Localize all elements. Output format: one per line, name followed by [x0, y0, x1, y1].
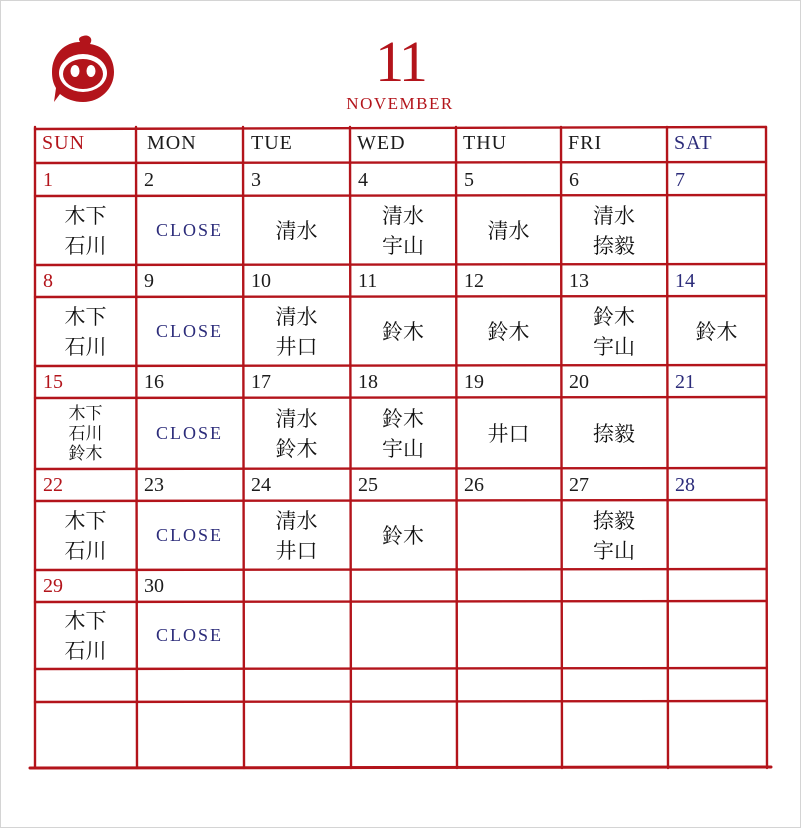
- day-cell: [35, 602, 136, 669]
- day-cell: [243, 398, 350, 469]
- day-cell: [136, 602, 243, 669]
- staff-name: 捺毅: [593, 421, 635, 446]
- staff-name: 鈴木: [68, 443, 103, 464]
- staff-name: 鈴木: [382, 406, 424, 431]
- weekday-wed: WED: [357, 132, 406, 154]
- day-number: 24: [251, 474, 271, 496]
- month-number: 11: [375, 29, 425, 94]
- day-cell: [243, 297, 350, 366]
- day-number: 12: [464, 270, 484, 292]
- staff-name: 鈴木: [275, 436, 318, 461]
- day-number: 29: [43, 575, 63, 597]
- day-number: 14: [675, 270, 695, 292]
- day-cell: [350, 501, 456, 570]
- day-number: 28: [675, 474, 695, 496]
- day-cell: [35, 196, 136, 265]
- staff-name: 捺毅: [593, 508, 635, 533]
- closed-label: CLOSE: [155, 220, 223, 240]
- staff-name: 清水: [487, 218, 530, 243]
- staff-name: 石川: [64, 538, 107, 563]
- day-cell: [243, 196, 350, 265]
- staff-name: 宇山: [382, 436, 424, 461]
- staff-name: 木下: [68, 403, 103, 424]
- day-cell: [136, 297, 243, 366]
- day-cell: [243, 501, 350, 570]
- staff-name: 清水: [593, 203, 635, 228]
- closed-label: CLOSE: [155, 525, 223, 545]
- day-number: 6: [569, 169, 579, 191]
- staff-name: 清水: [275, 508, 318, 533]
- staff-name: 井口: [275, 334, 318, 359]
- staff-name: 宇山: [593, 538, 635, 563]
- weekday-sat: SAT: [674, 132, 713, 154]
- day-cell: [667, 602, 766, 669]
- staff-name: 宇山: [593, 334, 635, 359]
- day-cell: [667, 398, 766, 469]
- day-cell: [561, 602, 667, 669]
- staff-name: 木下: [64, 203, 107, 228]
- staff-name: 鈴木: [695, 319, 738, 344]
- day-number: 7: [675, 169, 685, 191]
- day-number: 8: [43, 270, 53, 292]
- closed-label: CLOSE: [155, 625, 223, 645]
- staff-name: 宇山: [382, 233, 424, 258]
- staff-name: 清水: [382, 203, 424, 228]
- day-number: 13: [569, 270, 589, 292]
- day-number: 30: [144, 575, 164, 597]
- day-number: 4: [358, 169, 368, 191]
- staff-name: 木下: [64, 304, 107, 329]
- day-cell: [667, 196, 766, 265]
- day-cell: [136, 398, 243, 469]
- staff-name: 井口: [487, 421, 530, 446]
- day-number: 22: [43, 474, 63, 496]
- day-number: 15: [43, 371, 63, 393]
- day-cell: [561, 398, 667, 469]
- day-cell: [136, 501, 243, 570]
- day-number: 25: [358, 474, 378, 496]
- day-cell: [456, 196, 561, 265]
- day-cell: [136, 196, 243, 265]
- staff-name: 鈴木: [382, 319, 424, 344]
- staff-name: 石川: [64, 638, 107, 663]
- day-cell: [35, 297, 136, 366]
- day-cell: [667, 501, 766, 570]
- day-number: 9: [144, 270, 154, 292]
- day-cell: [561, 501, 667, 570]
- staff-name: 石川: [64, 334, 107, 359]
- weekday-fri: FRI: [568, 132, 603, 154]
- day-number: 2: [144, 169, 154, 191]
- staff-name: 鈴木: [593, 304, 635, 329]
- staff-name: 捺毅: [593, 233, 635, 258]
- day-number: 1: [43, 169, 53, 191]
- closed-label: CLOSE: [155, 321, 223, 341]
- day-cell: [35, 398, 136, 469]
- weekday-tue: TUE: [251, 132, 293, 154]
- staff-name: 清水: [275, 406, 318, 431]
- weekday-sun: SUN: [42, 132, 86, 154]
- day-number: 26: [464, 474, 484, 496]
- day-number: 17: [251, 371, 271, 393]
- day-number: 10: [251, 270, 271, 292]
- day-cell: [667, 297, 766, 366]
- staff-name: 木下: [64, 508, 107, 533]
- month-name: NOVEMBER: [346, 94, 454, 113]
- day-number: 21: [675, 371, 695, 393]
- day-cell: [35, 501, 136, 570]
- staff-name: 石川: [68, 423, 103, 444]
- day-cell: [456, 398, 561, 469]
- weekday-thu: THU: [463, 132, 508, 154]
- weekday-mon: MON: [147, 132, 197, 154]
- closed-label: CLOSE: [155, 423, 223, 443]
- day-cell: [561, 297, 667, 366]
- day-number: 19: [464, 371, 484, 393]
- day-number: 18: [358, 371, 378, 393]
- day-cell: [350, 297, 456, 366]
- day-cell: [456, 501, 561, 570]
- staff-name: 鈴木: [382, 523, 424, 548]
- day-number: 11: [358, 270, 378, 292]
- staff-name: 清水: [275, 218, 318, 243]
- day-cell: [456, 297, 561, 366]
- day-number: 23: [144, 474, 164, 496]
- staff-name: 清水: [275, 304, 318, 329]
- day-number: 20: [569, 371, 589, 393]
- day-cell: [456, 602, 561, 669]
- day-number: 5: [464, 169, 474, 191]
- day-number: 16: [144, 371, 164, 393]
- staff-name: 鈴木: [487, 319, 530, 344]
- staff-name: 石川: [64, 233, 107, 258]
- day-number: 3: [251, 169, 261, 191]
- staff-name: 木下: [64, 608, 107, 633]
- day-cell: [350, 398, 456, 469]
- day-cell: [243, 602, 350, 669]
- day-cell: [350, 196, 456, 265]
- day-cell: [561, 196, 667, 265]
- day-cell: [350, 602, 456, 669]
- staff-name: 井口: [275, 538, 318, 563]
- day-number: 27: [569, 474, 589, 496]
